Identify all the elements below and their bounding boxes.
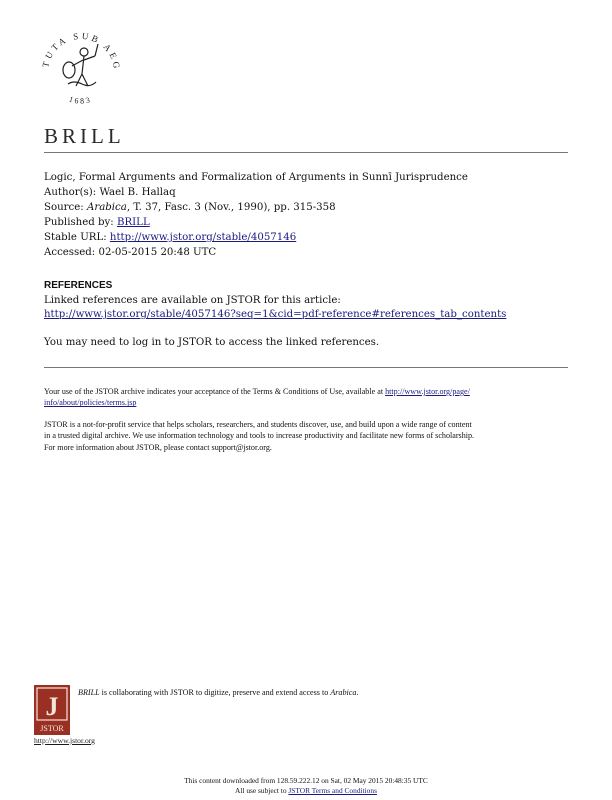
stable-url-label: Stable URL: — [44, 232, 107, 243]
terms-link-continued[interactable]: info/about/policies/terms.jsp — [44, 398, 137, 408]
terms-text: Your use of the JSTOR archive indicates your acceptance of the Terms & Conditions of Use, available at — [44, 387, 384, 396]
download-footer — [0, 776, 612, 795]
publisher-wordmark: BRILL — [44, 124, 125, 148]
footer-download-info: This content downloaded from 128.59.222.12 on Sat, 02 May 2015 20:48:35 UTC — [184, 776, 428, 785]
terms-of-use-paragraph — [44, 386, 564, 409]
login-note: You may need to log in to JSTOR to access the linked references. — [44, 337, 380, 348]
svg-text:J: J — [45, 692, 59, 721]
jstor-about-paragraph — [44, 419, 564, 453]
references-link[interactable]: http://www.jstor.org/stable/4057146?seq=1&cid=pdf-reference#references_tab_contents — [44, 309, 507, 320]
jstor-logo-text: JSTOR — [40, 724, 64, 733]
jstor-home-link[interactable]: http://www.jstor.org — [34, 736, 95, 745]
article-metadata — [44, 170, 468, 260]
source-journal: Arabica — [86, 202, 127, 213]
seal-motto: TUTA SUB AEG — [40, 30, 123, 72]
publisher-seal-logo — [38, 22, 124, 108]
published-label: Published by: — [44, 217, 114, 228]
references-intro: Linked references are available on JSTOR for this article: — [44, 295, 341, 306]
collaboration-note: BRILL is collaborating with JSTOR to digitize, preserve and extend access to Arabica. — [78, 688, 359, 697]
collab-text: is collaborating with JSTOR to digitize, preserve and extend access to — [101, 688, 329, 697]
jstor-about-line-3: For more information about JSTOR, please contact support@jstor.org. — [44, 442, 272, 452]
svg-text:1683 — [68, 95, 93, 106]
terms-link[interactable]: http://www.jstor.org/page/ — [385, 387, 470, 396]
author-name: Wael B. Hallaq — [99, 187, 176, 198]
references-divider — [44, 367, 568, 368]
svg-text:TUTA SUB AEGIDE PALLAS — [38, 22, 122, 72]
article-accessed: Accessed: 02-05-2015 20:48 UTC — [44, 247, 217, 258]
header-divider — [44, 152, 568, 153]
stable-url-link[interactable]: http://www.jstor.org/stable/4057146 — [109, 232, 297, 243]
references-heading: REFERENCES — [44, 280, 113, 291]
collab-journal: Arabica — [330, 688, 357, 697]
author-label: Author(s): — [44, 187, 97, 198]
collab-publisher: BRILL — [78, 688, 100, 697]
article-source — [44, 200, 468, 215]
footer-terms-prefix: All use subject to — [235, 785, 287, 795]
jstor-logo — [34, 685, 70, 735]
source-details: , T. 37, Fasc. 3 (Nov., 1990), pp. 315-358 — [126, 202, 336, 213]
publisher-link[interactable]: BRILL — [117, 217, 150, 228]
jstor-about-line-1: JSTOR is a not-for-profit service that helps scholars, researchers, and students discover, use, and build upon a wide range of content — [44, 420, 472, 429]
footer-terms-line — [0, 786, 612, 796]
jstor-url — [34, 736, 95, 745]
article-stable-url — [44, 230, 468, 245]
footer-terms-link[interactable]: JSTOR Terms and Conditions — [288, 785, 377, 795]
seal-year: 1683 — [67, 94, 93, 106]
references-section — [44, 294, 506, 322]
source-label: Source: — [44, 202, 84, 213]
article-title: Logic, Formal Arguments and Formalization of Arguments in Sunnī Jurisprudence — [44, 172, 468, 183]
article-author — [44, 185, 468, 200]
article-publisher — [44, 215, 468, 230]
jstor-about-line-2: in a trusted digital archive. We use information technology and tools to increase productivity and facilitate new forms of scholarship. — [44, 431, 475, 441]
